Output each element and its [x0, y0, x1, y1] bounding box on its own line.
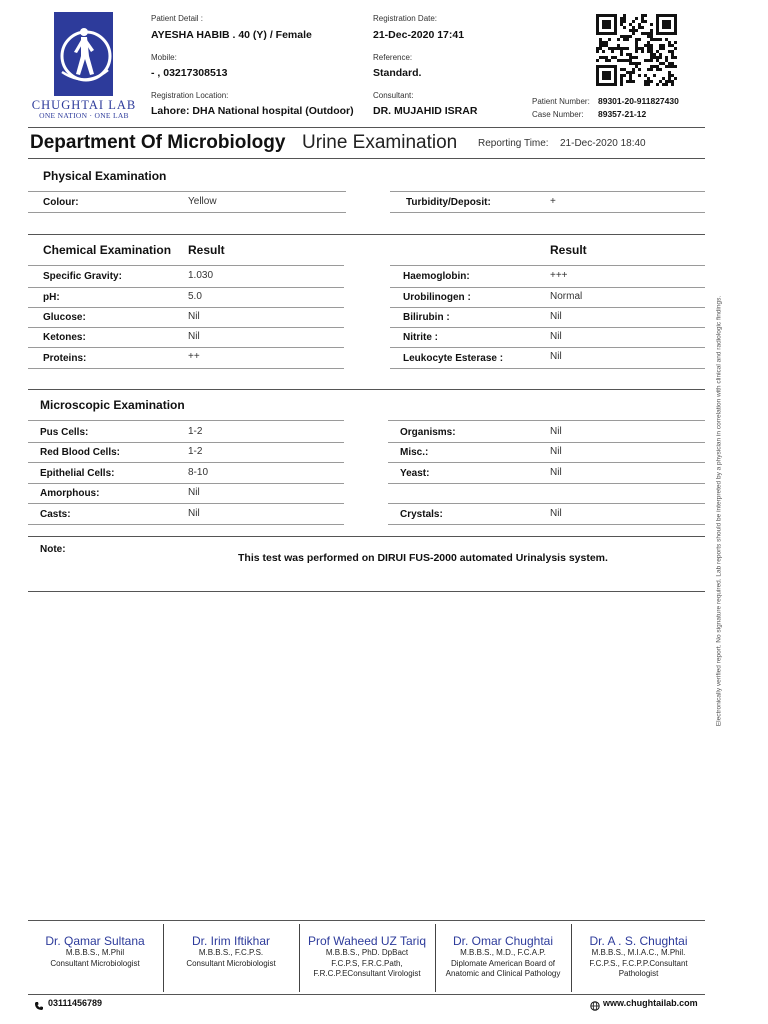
physical-exam-title: Physical Examination — [43, 169, 167, 183]
result-label: Proteins: — [43, 353, 87, 364]
reference-label: Reference: — [373, 53, 413, 62]
phone-icon — [34, 998, 44, 1016]
result-label: Organisms: — [400, 427, 456, 438]
result-label: Pus Cells: — [40, 427, 89, 438]
department-title: Department Of Microbiology — [30, 132, 286, 153]
qr-code — [596, 14, 678, 91]
note-text: This test was performed on DIRUI FUS-2000 automated Urinalysis system. — [238, 552, 608, 564]
result-label: Haemoglobin: — [403, 271, 470, 282]
result-label: Amorphous: — [40, 488, 100, 499]
result-label: Crystals: — [400, 509, 443, 520]
doctor-qualification: M.B.B.S., M.I.A.C., M.Phil. — [591, 948, 686, 957]
doctor-name: Prof Waheed UZ Tariq — [307, 934, 427, 948]
registration-date-value: 21-Dec-2020 17:41 — [373, 29, 465, 41]
consultant-label: Consultant: — [373, 91, 414, 100]
location-label: Registration Location: — [151, 91, 229, 100]
result-label: pH: — [43, 292, 60, 303]
doctor-qualification: F.C.P.S., F.C.P.P.Consultant — [589, 958, 688, 968]
location-value: Lahore: DHA National hospital (Outdoor) — [151, 105, 354, 117]
result-label: Urobilinogen : — [403, 292, 471, 303]
result-value: Nil — [188, 311, 200, 322]
logo-tagline: ONE NATION · ONE LAB — [39, 111, 129, 120]
result-value: 8-10 — [188, 467, 209, 478]
result-value: 1-2 — [188, 426, 203, 437]
result-value: Nil — [550, 426, 562, 437]
doctor-name: Dr. Irim Iftikhar — [191, 934, 270, 948]
result-value: + — [550, 196, 556, 207]
result-label: Misc.: — [400, 447, 429, 458]
microscopic-exam-title: Microscopic Examination — [40, 398, 185, 412]
doctor-qualification: Consultant Microbiologist — [50, 958, 140, 968]
result-value: 5.0 — [188, 291, 202, 302]
doctor-signature-block — [572, 934, 705, 980]
result-label: Turbidity/Deposit: — [406, 197, 491, 208]
doctor-qualification: M.B.B.S., PhD. DpBact — [325, 948, 409, 957]
doctor-signature-block — [300, 934, 434, 980]
result-header: Result — [188, 243, 225, 257]
doctor-qualification: M.B.B.S., F.C.P.S. — [198, 948, 264, 957]
reporting-time-value: 21-Dec-2020 18:40 — [560, 138, 646, 149]
result-value: Nil — [188, 487, 200, 498]
result-label: Casts: — [40, 509, 71, 520]
patient-detail-value: AYESHA HABIB . 40 (Y) / Female — [151, 29, 312, 41]
result-value: ++ — [188, 351, 200, 362]
result-value: Nil — [550, 508, 562, 519]
exam-title: Urine Examination — [302, 132, 458, 153]
doctor-qualification: M.B.B.S., M.Phil — [65, 948, 125, 957]
result-value: Yellow — [188, 196, 217, 207]
reporting-time-label: Reporting Time: — [478, 138, 549, 149]
result-label: Colour: — [43, 197, 79, 208]
doctor-signature-block — [436, 934, 570, 980]
result-value: 1.030 — [188, 270, 214, 281]
patient-detail-label: Patient Detail : — [151, 14, 204, 23]
globe-icon — [590, 998, 600, 1016]
footer-phone: 03111456789 — [48, 998, 103, 1008]
doctor-qualification: Pathologist — [618, 969, 659, 978]
footer-website[interactable]: www.chughtailab.com — [603, 998, 698, 1008]
result-value: 1-2 — [188, 446, 203, 457]
doctor-qualification: F.R.C.P.EConsultant Virologist — [313, 969, 421, 978]
verification-disclaimer: Electronically verified report. No signature required. Lab reports should be interpreted by a physician in correlation with clinical and radiologic findings. — [715, 295, 723, 727]
doctor-qualification: M.B.B.S., M.D., F.C.A.P. — [460, 948, 546, 957]
mobile-value: - , 03217308513 — [151, 67, 228, 79]
result-label: Ketones: — [43, 332, 86, 343]
doctor-qualification: Consultant Microbiologist — [186, 958, 276, 968]
result-label: Specific Gravity: — [43, 271, 122, 282]
result-value: Nil — [550, 331, 562, 342]
result-value: Nil — [188, 508, 200, 519]
result-value: Nil — [550, 446, 562, 457]
result-label: Bilirubin : — [403, 312, 450, 323]
case-number-label: Case Number: — [532, 110, 584, 119]
doctor-qualification: Anatomic and Clinical Pathology — [445, 969, 561, 978]
logo-title: CHUGHTAI LAB — [31, 98, 137, 112]
patient-number-label: Patient Number: — [532, 97, 590, 106]
result-value: +++ — [550, 270, 568, 281]
case-number-value: 89357-21-12 — [598, 109, 647, 119]
registration-date-label: Registration Date: — [373, 14, 438, 23]
doctor-name: Dr. Omar Chughtai — [452, 934, 554, 948]
doctor-qualification: F.C.P.S, F.R.C.Path, — [331, 958, 403, 968]
mobile-label: Mobile: — [151, 53, 177, 62]
result-value: Nil — [550, 467, 562, 478]
result-value: Normal — [550, 291, 583, 302]
result-label: Red Blood Cells: — [40, 447, 121, 458]
chughtai-lab-logo — [54, 12, 113, 96]
result-value: Nil — [550, 351, 562, 362]
result-header: Result — [550, 243, 587, 257]
doctor-name: Dr. Qamar Sultana — [45, 934, 145, 948]
result-label: Leukocyte Esterase : — [403, 353, 504, 364]
patient-number-value: 89301-20-911827430 — [598, 96, 679, 106]
doctor-signature-block — [164, 934, 298, 969]
result-label: Yeast: — [400, 468, 430, 479]
consultant-value: DR. MUJAHID ISRAR — [373, 105, 478, 117]
result-value: Nil — [188, 331, 200, 342]
reference-value: Standard. — [373, 67, 422, 79]
result-value: Nil — [550, 311, 562, 322]
chemical-exam-title: Chemical Examination — [43, 243, 172, 257]
result-label: Glucose: — [43, 312, 86, 323]
result-label: Epithelial Cells: — [40, 468, 115, 479]
doctor-name: Dr. A . S. Chughtai — [589, 934, 688, 948]
doctor-signature-block — [28, 934, 162, 969]
doctor-qualification: Diplomate American Board of — [450, 958, 556, 968]
result-label: Nitrite : — [403, 332, 438, 343]
note-label: Note: — [40, 544, 66, 555]
